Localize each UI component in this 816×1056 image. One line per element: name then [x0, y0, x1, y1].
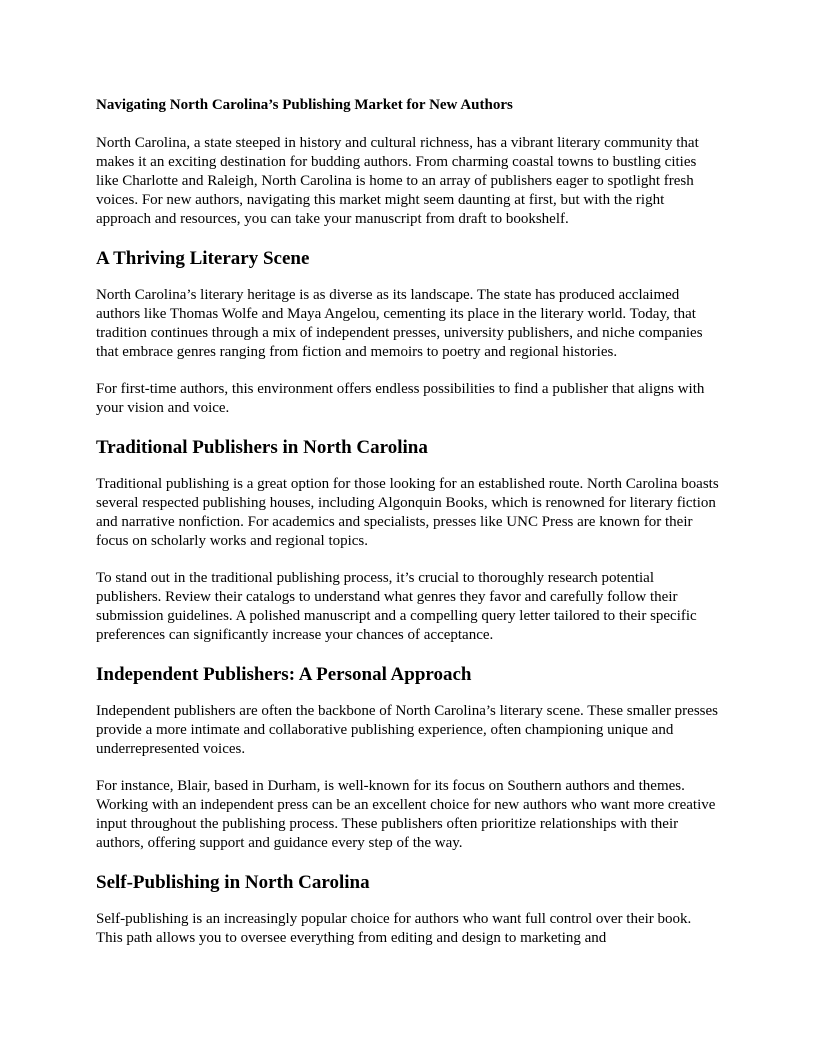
- section-literary-scene: [96, 247, 720, 418]
- section-self-publishing: [96, 871, 720, 948]
- section-paragraph: To stand out in the traditional publishing process, it’s crucial to thoroughly research potential publishers. Review their catalogs to understand what genres they favor and carefully follow their submission guidelines. A polished manuscript and a compelling query letter tailored to their specific preferences can significantly increase your chances of acceptance.: [96, 570, 697, 643]
- intro-paragraph: North Carolina, a state steeped in history and cultural richness, has a vibrant literary community that makes it an exciting destination for budding authors. From charming coastal towns to bustling cities like Charlotte and Raleigh, North Carolina is home to an array of publishers eager to spotlight fresh voices. For new authors, navigating this market might seem daunting at first, but with the right approach and resources, you can take your manuscript from draft to bookshelf.: [96, 135, 699, 227]
- section-paragraph: Traditional publishing is a great option for those looking for an established route. North Carolina boasts several respected publishing houses, including Algonquin Books, which is renowned for literary fiction and narrative nonfiction. For academics and specialists, presses like UNC Press are known for their focus on scholarly works and regional topics.: [96, 476, 719, 549]
- section-traditional-publishers: [96, 436, 720, 645]
- section-paragraph: Independent publishers are often the backbone of North Carolina’s literary scene. These smaller presses provide a more intimate and collaborative publishing experience, often championing unique and underrepresented voices.: [96, 703, 719, 757]
- section-heading: Independent Publishers: A Personal Approach: [96, 664, 472, 685]
- section-heading: Self-Publishing in North Carolina: [96, 872, 370, 893]
- document-title: Navigating North Carolina’s Publishing Market for New Authors: [96, 97, 513, 113]
- section-heading: Traditional Publishers in North Carolina: [96, 437, 428, 458]
- section-independent-publishers: [96, 663, 720, 853]
- section-paragraph: For first-time authors, this environment offers endless possibilities to find a publisher that aligns with your vision and voice.: [96, 381, 705, 416]
- document-page: [96, 96, 720, 966]
- section-paragraph: North Carolina’s literary heritage is as diverse as its landscape. The state has produced acclaimed authors like Thomas Wolfe and Maya Angelou, cementing its place in the literary world. Today, that tradition continues through a mix of independent presses, university publishers, and niche companies that embrace genres ranging from fiction and memoirs to poetry and regional histories.: [96, 287, 703, 360]
- section-heading: A Thriving Literary Scene: [96, 248, 310, 269]
- section-paragraph: For instance, Blair, based in Durham, is well-known for its focus on Southern authors and themes. Working with an independent press can be an excellent choice for new authors who want more creative input throughout the publishing process. These publishers often prioritize relationships with their authors, offering support and guidance every step of the way.: [96, 778, 716, 851]
- section-paragraph: Self-publishing is an increasingly popular choice for authors who want full control over their book. This path allows you to oversee everything from editing and design to marketing and: [96, 911, 692, 946]
